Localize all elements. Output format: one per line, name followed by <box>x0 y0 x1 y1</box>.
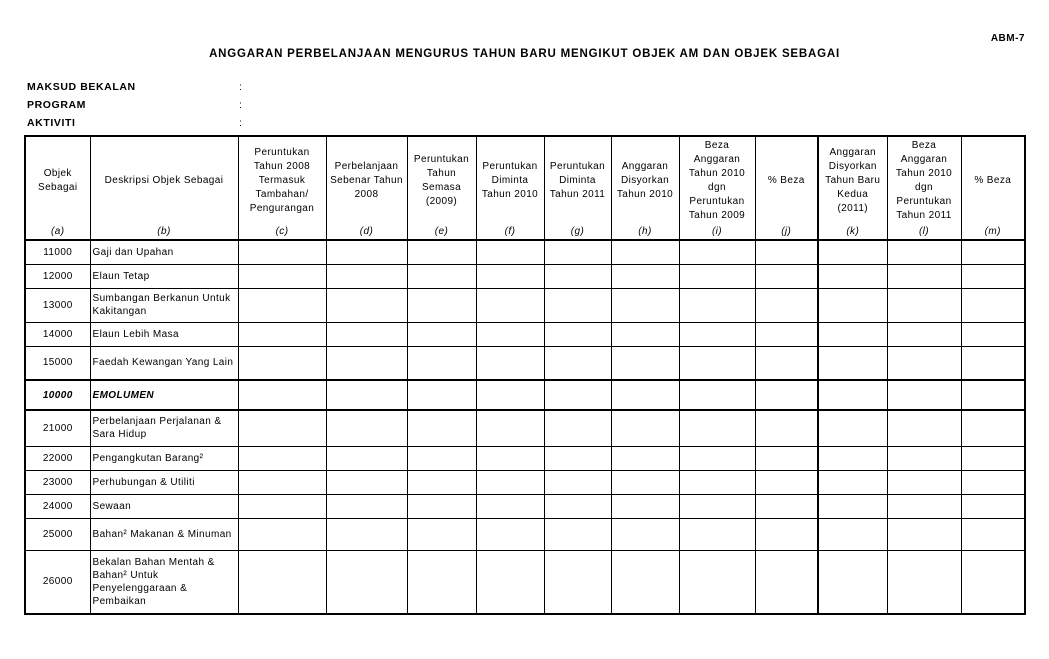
value-cell[interactable] <box>326 494 407 518</box>
meta-fields <box>27 78 287 132</box>
value-cell[interactable] <box>611 288 679 322</box>
table-row <box>25 410 1025 446</box>
value-cell[interactable] <box>611 240 679 264</box>
object-code: 15000 <box>25 346 90 380</box>
object-code: 23000 <box>25 470 90 494</box>
meta-colon: : <box>239 81 243 93</box>
value-cell[interactable] <box>238 322 326 346</box>
value-cell[interactable] <box>611 264 679 288</box>
value-cell[interactable] <box>818 288 887 322</box>
value-cell[interactable] <box>238 240 326 264</box>
column-letter: (m) <box>961 225 1025 240</box>
object-code: 26000 <box>25 550 90 614</box>
value-cell[interactable] <box>326 240 407 264</box>
column-letter: (f) <box>476 225 544 240</box>
value-cell[interactable] <box>611 446 679 470</box>
value-cell[interactable] <box>755 288 818 322</box>
value-cell[interactable] <box>611 518 679 550</box>
table-row <box>25 322 1025 346</box>
column-letter: (g) <box>544 225 611 240</box>
header-row <box>25 136 1025 225</box>
value-cell[interactable] <box>326 410 407 446</box>
value-cell[interactable] <box>407 550 476 614</box>
value-cell[interactable] <box>818 494 887 518</box>
value-cell[interactable] <box>679 470 755 494</box>
value-cell[interactable] <box>818 380 887 410</box>
value-cell[interactable] <box>755 410 818 446</box>
value-cell[interactable] <box>679 446 755 470</box>
table-row <box>25 518 1025 550</box>
value-cell[interactable] <box>544 470 611 494</box>
column-header: % Beza <box>961 136 1025 225</box>
value-cell[interactable] <box>887 470 961 494</box>
value-cell[interactable] <box>679 346 755 380</box>
table-row <box>25 240 1025 264</box>
value-cell[interactable] <box>755 518 818 550</box>
column-header: Beza Anggaran Tahun 2010 dgn Peruntukan Tahun 2009 <box>679 136 755 225</box>
value-cell[interactable] <box>679 288 755 322</box>
value-cell[interactable] <box>755 240 818 264</box>
value-cell[interactable] <box>961 288 1025 322</box>
meta-colon: : <box>239 117 243 129</box>
value-cell[interactable] <box>961 410 1025 446</box>
value-cell[interactable] <box>238 518 326 550</box>
value-cell[interactable] <box>961 380 1025 410</box>
value-cell[interactable] <box>818 322 887 346</box>
value-cell[interactable] <box>476 380 544 410</box>
object-code: 24000 <box>25 494 90 518</box>
value-cell[interactable] <box>961 240 1025 264</box>
object-code: 14000 <box>25 322 90 346</box>
value-cell[interactable] <box>887 494 961 518</box>
table-row <box>25 494 1025 518</box>
value-cell[interactable] <box>679 322 755 346</box>
value-cell[interactable] <box>755 346 818 380</box>
column-header: Deskripsi Objek Sebagai <box>90 136 238 225</box>
object-description: Elaun Tetap <box>90 264 238 288</box>
value-cell[interactable] <box>238 470 326 494</box>
column-letter: (l) <box>887 225 961 240</box>
value-cell[interactable] <box>679 240 755 264</box>
object-description: Bahan² Makanan & Minuman <box>90 518 238 550</box>
value-cell[interactable] <box>887 346 961 380</box>
value-cell[interactable] <box>407 410 476 446</box>
page-title: ANGGARAN PERBELANJAAN MENGURUS TAHUN BARU MENGIKUT OBJEK AM DAN OBJEK SEBAGAI <box>209 48 840 60</box>
value-cell[interactable] <box>238 494 326 518</box>
value-cell[interactable] <box>755 470 818 494</box>
value-cell[interactable] <box>611 410 679 446</box>
column-letter: (j) <box>755 225 818 240</box>
column-header: Peruntukan Tahun Semasa (2009) <box>407 136 476 225</box>
column-letter: (c) <box>238 225 326 240</box>
value-cell[interactable] <box>679 550 755 614</box>
value-cell[interactable] <box>326 346 407 380</box>
value-cell[interactable] <box>476 240 544 264</box>
value-cell[interactable] <box>611 494 679 518</box>
value-cell[interactable] <box>887 380 961 410</box>
object-code: 13000 <box>25 288 90 322</box>
column-letter: (a) <box>25 225 90 240</box>
value-cell[interactable] <box>679 494 755 518</box>
value-cell[interactable] <box>238 550 326 614</box>
value-cell[interactable] <box>326 264 407 288</box>
value-cell[interactable] <box>476 322 544 346</box>
column-header: Peruntukan Tahun 2008 Termasuk Tambahan/ Pengurangan <box>238 136 326 225</box>
value-cell[interactable] <box>476 470 544 494</box>
object-code: 12000 <box>25 264 90 288</box>
column-header: Anggaran Disyorkan Tahun 2010 <box>611 136 679 225</box>
value-cell[interactable] <box>544 518 611 550</box>
value-cell[interactable] <box>611 380 679 410</box>
column-letter: (k) <box>818 225 887 240</box>
column-header: % Beza <box>755 136 818 225</box>
value-cell[interactable] <box>326 550 407 614</box>
column-letter: (e) <box>407 225 476 240</box>
value-cell[interactable] <box>476 410 544 446</box>
value-cell[interactable] <box>755 380 818 410</box>
object-description: Gaji dan Upahan <box>90 240 238 264</box>
value-cell[interactable] <box>326 288 407 322</box>
value-cell[interactable] <box>887 322 961 346</box>
table-row <box>25 346 1025 380</box>
value-cell[interactable] <box>476 446 544 470</box>
value-cell[interactable] <box>407 346 476 380</box>
value-cell[interactable] <box>326 446 407 470</box>
value-cell[interactable] <box>238 288 326 322</box>
object-description: Elaun Lebih Masa <box>90 322 238 346</box>
object-code: 21000 <box>25 410 90 446</box>
object-description: Perhubungan & Utiliti <box>90 470 238 494</box>
value-cell[interactable] <box>476 288 544 322</box>
value-cell[interactable] <box>961 446 1025 470</box>
column-header: Perbelanjaan Sebenar Tahun 2008 <box>326 136 407 225</box>
column-header: Objek Sebagai <box>25 136 90 225</box>
value-cell[interactable] <box>818 446 887 470</box>
value-cell[interactable] <box>544 346 611 380</box>
value-cell[interactable] <box>887 264 961 288</box>
value-cell[interactable] <box>818 240 887 264</box>
table-row <box>25 470 1025 494</box>
value-cell[interactable] <box>818 410 887 446</box>
value-cell[interactable] <box>611 470 679 494</box>
value-cell[interactable] <box>238 410 326 446</box>
object-code: 10000 <box>25 380 90 410</box>
object-description: Sumbangan Berkanun Untuk Kakitangan <box>90 288 238 322</box>
value-cell[interactable] <box>238 346 326 380</box>
value-cell[interactable] <box>238 446 326 470</box>
value-cell[interactable] <box>887 410 961 446</box>
value-cell[interactable] <box>961 550 1025 614</box>
value-cell[interactable] <box>679 264 755 288</box>
form-code: ABM-7 <box>990 33 1025 44</box>
value-cell[interactable] <box>407 518 476 550</box>
value-cell[interactable] <box>326 470 407 494</box>
object-code: 25000 <box>25 518 90 550</box>
column-letter: (i) <box>679 225 755 240</box>
value-cell[interactable] <box>238 380 326 410</box>
value-cell[interactable] <box>476 346 544 380</box>
value-cell[interactable] <box>887 550 961 614</box>
value-cell[interactable] <box>544 322 611 346</box>
object-code: 11000 <box>25 240 90 264</box>
value-cell[interactable] <box>611 550 679 614</box>
value-cell[interactable] <box>544 494 611 518</box>
value-cell[interactable] <box>238 264 326 288</box>
object-code: 22000 <box>25 446 90 470</box>
value-cell[interactable] <box>544 410 611 446</box>
object-description: Faedah Kewangan Yang Lain <box>90 346 238 380</box>
table-body <box>25 240 1025 614</box>
column-letter: (b) <box>90 225 238 240</box>
meta-label: PROGRAM <box>27 99 87 111</box>
meta-row-aktiviti <box>27 114 287 132</box>
value-cell[interactable] <box>755 322 818 346</box>
value-cell[interactable] <box>679 410 755 446</box>
value-cell[interactable] <box>476 550 544 614</box>
value-cell[interactable] <box>818 470 887 494</box>
value-cell[interactable] <box>407 380 476 410</box>
object-description: Bekalan Bahan Mentah & Bahan² Untuk Penyelenggaraan & Pembaikan <box>90 550 238 614</box>
value-cell[interactable] <box>407 446 476 470</box>
value-cell[interactable] <box>961 470 1025 494</box>
column-header: Anggaran Disyorkan Tahun Baru Kedua (2011) <box>818 136 887 225</box>
meta-colon: : <box>239 99 243 111</box>
object-description: Perbelanjaan Perjalanan & Sara Hidup <box>90 410 238 446</box>
meta-label: MAKSUD BEKALAN <box>27 81 136 93</box>
value-cell[interactable] <box>887 240 961 264</box>
table-row <box>25 264 1025 288</box>
value-cell[interactable] <box>544 240 611 264</box>
meta-row-maksud <box>27 78 287 96</box>
column-letter: (h) <box>611 225 679 240</box>
value-cell[interactable] <box>887 518 961 550</box>
object-description: Sewaan <box>90 494 238 518</box>
table-row <box>25 288 1025 322</box>
value-cell[interactable] <box>407 264 476 288</box>
value-cell[interactable] <box>887 446 961 470</box>
letter-row <box>25 225 1025 240</box>
table-row <box>25 380 1025 410</box>
value-cell[interactable] <box>961 322 1025 346</box>
value-cell[interactable] <box>611 322 679 346</box>
value-cell[interactable] <box>544 380 611 410</box>
column-header: Peruntukan Diminta Tahun 2011 <box>544 136 611 225</box>
value-cell[interactable] <box>818 264 887 288</box>
column-header: Beza Anggaran Tahun 2010 dgn Peruntukan Tahun 2011 <box>887 136 961 225</box>
object-description: EMOLUMEN <box>90 380 238 410</box>
meta-label: AKTIVITI <box>27 117 76 129</box>
value-cell[interactable] <box>755 494 818 518</box>
column-letter: (d) <box>326 225 407 240</box>
value-cell[interactable] <box>961 264 1025 288</box>
value-cell[interactable] <box>818 346 887 380</box>
value-cell[interactable] <box>544 264 611 288</box>
value-cell[interactable] <box>818 518 887 550</box>
value-cell[interactable] <box>476 264 544 288</box>
object-description: Pengangkutan Barang² <box>90 446 238 470</box>
column-header: Peruntukan Diminta Tahun 2010 <box>476 136 544 225</box>
value-cell[interactable] <box>544 288 611 322</box>
value-cell[interactable] <box>961 346 1025 380</box>
table-row <box>25 550 1025 614</box>
value-cell[interactable] <box>407 240 476 264</box>
value-cell[interactable] <box>476 494 544 518</box>
value-cell[interactable] <box>679 518 755 550</box>
value-cell[interactable] <box>818 550 887 614</box>
value-cell[interactable] <box>544 550 611 614</box>
value-cell[interactable] <box>887 288 961 322</box>
value-cell[interactable] <box>961 494 1025 518</box>
value-cell[interactable] <box>326 322 407 346</box>
value-cell[interactable] <box>755 264 818 288</box>
value-cell[interactable] <box>611 346 679 380</box>
value-cell[interactable] <box>326 380 407 410</box>
value-cell[interactable] <box>679 380 755 410</box>
value-cell[interactable] <box>407 322 476 346</box>
table-row <box>25 446 1025 470</box>
value-cell[interactable] <box>407 494 476 518</box>
value-cell[interactable] <box>407 470 476 494</box>
value-cell[interactable] <box>961 518 1025 550</box>
budget-table <box>24 135 1026 615</box>
meta-row-program <box>27 96 287 114</box>
value-cell[interactable] <box>407 288 476 322</box>
value-cell[interactable] <box>755 446 818 470</box>
value-cell[interactable] <box>544 446 611 470</box>
value-cell[interactable] <box>326 518 407 550</box>
value-cell[interactable] <box>755 550 818 614</box>
value-cell[interactable] <box>476 518 544 550</box>
